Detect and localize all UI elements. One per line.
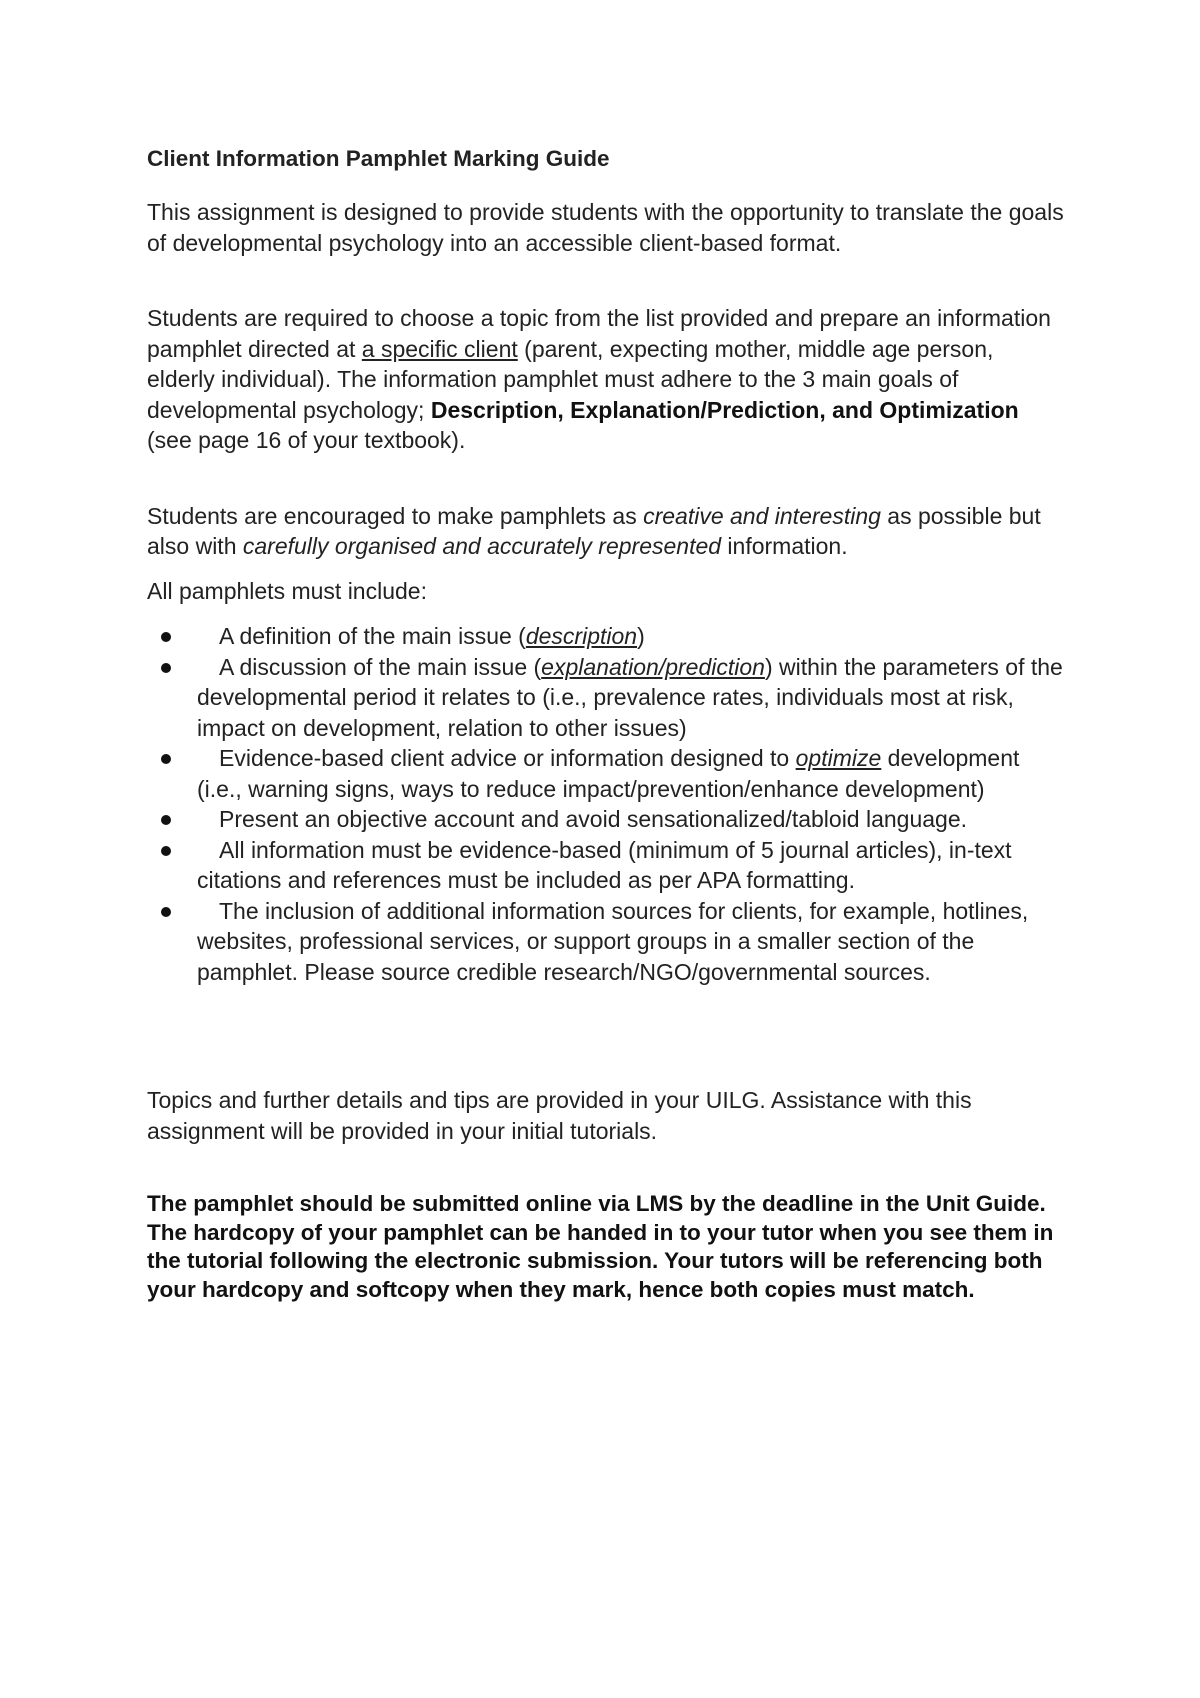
list-item-text (197, 654, 1063, 741)
list-item (147, 621, 1067, 652)
bullet-icon (161, 846, 171, 856)
requirement-text-2: (parent, expecting mother, middle age person, elderly individual). The information pamphlet must adhere to the 3 main goals of developmental psychology; (147, 335, 994, 423)
bullet-icon (161, 815, 171, 825)
bullet-icon (161, 632, 171, 642)
list-item-text-before: Evidence-based client advice or information designed to (219, 745, 796, 771)
include-lead: All pamphlets must include: (147, 577, 427, 604)
encourage-text-3: information. (721, 533, 848, 559)
list-item (147, 804, 1067, 835)
list-item-text-before: A definition of the main issue ( (219, 623, 526, 649)
encourage-text-1: Students are encouraged to make pamphlets as (147, 502, 644, 529)
requirement-paragraph (147, 303, 1067, 456)
list-item-text: Present an objective account and avoid sensationalized/tabloid language. (219, 806, 968, 832)
intro-paragraph: This assignment is designed to provide students with the opportunity to translate the goals of developmental psychology into an accessible client-based format. (147, 199, 1064, 256)
list-item-text (197, 623, 645, 649)
bullet-icon (161, 907, 171, 917)
topics-paragraph: Topics and further details and tips are provided in your UILG. Assistance with this assignment will be provided in your initial tutorials. (147, 1087, 972, 1144)
submission-paragraph: The pamphlet should be submitted online via LMS by the deadline in the Unit Guide. The hardcopy of your pamphlet can be handed in to your tutor when you see them in the tutorial following the electronic submission. Your tutors will be referencing both your hardcopy and softcopy when they mark, hence both copies must match. (147, 1191, 1054, 1302)
bullet-icon (161, 754, 171, 764)
requirement-text-3: (see page 16 of your textbook). (147, 427, 466, 453)
specific-client-underlined: a specific client (361, 335, 518, 362)
encourage-paragraph (147, 501, 1067, 562)
list-item (147, 743, 1067, 804)
list-item-text-before: A discussion of the main issue ( (219, 653, 542, 680)
list-item-text: All information must be evidence-based (minimum of 5 journal articles), in-text citations and references must be included as per APA formatting. (197, 836, 1012, 893)
list-item (147, 835, 1067, 896)
requirement-text-1: Students are required to choose a topic from the list provided and prepare an information pamphlet directed at (147, 305, 1051, 362)
list-item-text-after: ) within the parameters of the developmental period it relates to (i.e., prevalence rates, individuals most at risk, impact on development, relation to other issues) (197, 653, 1063, 741)
encourage-italic-2: carefully organised and accurately represented (242, 533, 722, 559)
list-item-text: The inclusion of additional information sources for clients, for example, hotlines, websites, professional services, or support groups in a smaller section of the pamphlet. Please source credible research/NGO/governmental sources. (197, 897, 1029, 985)
list-item-text (197, 745, 1019, 802)
list-item-emphasis: explanation/prediction (541, 653, 765, 680)
list-item (147, 896, 1067, 988)
list-item-text-after: ) (637, 623, 645, 649)
bullet-icon (161, 663, 171, 673)
requirements-list (147, 621, 1067, 987)
goals-bold: Description, Explanation/Prediction, and Optimization (430, 396, 1019, 423)
list-item-emphasis: description (525, 623, 638, 649)
encourage-italic-1: creative and interesting (643, 502, 881, 529)
encourage-text-2: as possible but also with (147, 502, 1041, 559)
document-title: Client Information Pamphlet Marking Guide (147, 146, 610, 171)
list-item-emphasis: optimize (795, 745, 882, 771)
list-item-text-after: development (i.e., warning signs, ways to reduce impact/prevention/enhance development) (197, 745, 1020, 802)
document-body (147, 144, 1067, 1304)
list-item (147, 652, 1067, 744)
